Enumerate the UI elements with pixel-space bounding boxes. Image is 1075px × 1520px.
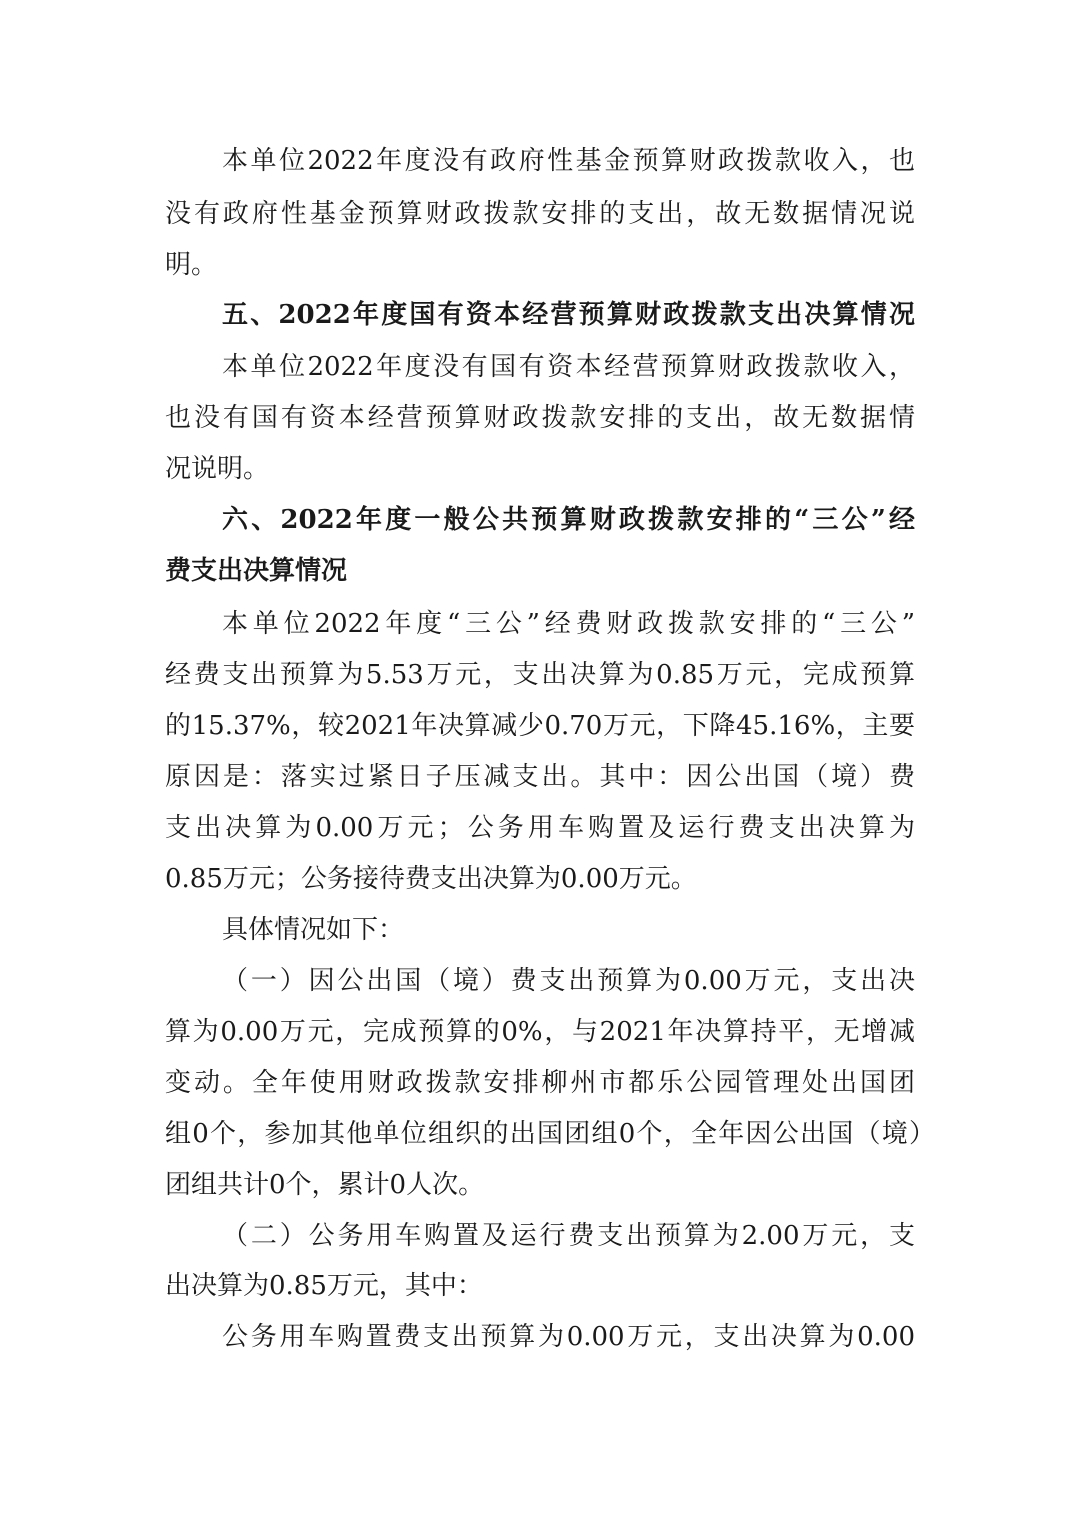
paragraph-line: 明。 xyxy=(165,250,218,280)
section-heading-6: 六、2022年度一般公共预算财政拨款安排的“三公”经 xyxy=(222,505,915,535)
paragraph-line: 原因是：落实过紧日子压减支出。其中：因公出国（境）费 xyxy=(165,762,915,792)
paragraph-line: 经费支出预算为5.53万元，支出决算为0.85万元，完成预算 xyxy=(165,660,915,690)
paragraph-line: 变动。全年使用财政拨款安排柳州市都乐公园管理处出国团 xyxy=(165,1068,915,1098)
section-heading-6-cont: 费支出决算情况 xyxy=(165,556,348,586)
paragraph-line: 公务用车购置费支出预算为0.00万元，支出决算为0.00 xyxy=(222,1322,915,1352)
paragraph-line: 没有政府性基金预算财政拨款安排的支出，故无数据情况说 xyxy=(165,199,915,229)
paragraph-line: 本单位2022年度没有国有资本经营预算财政拨款收入， xyxy=(222,352,915,382)
paragraph-line: 本单位2022年度没有政府性基金预算财政拨款收入，也 xyxy=(222,146,915,176)
paragraph-line: 支出决算为0.00万元；公务用车购置及运行费支出决算为 xyxy=(165,813,915,843)
paragraph-line: 况说明。 xyxy=(165,454,270,484)
paragraph-line: （一）因公出国（境）费支出预算为0.00万元，支出决 xyxy=(222,966,915,996)
paragraph-line: 也没有国有资本经营预算财政拨款安排的支出，故无数据情 xyxy=(165,403,915,433)
paragraph-line: （二）公务用车购置及运行费支出预算为2.00万元，支 xyxy=(222,1221,915,1251)
paragraph-line: 的15.37%，较2021年决算减少0.70万元，下降45.16%，主要 xyxy=(165,711,915,741)
paragraph-line: 本单位2022年度“三公”经费财政拨款安排的“三公” xyxy=(222,609,915,639)
paragraph-line: 具体情况如下： xyxy=(222,915,405,945)
paragraph-line: 出决算为0.85万元，其中： xyxy=(165,1271,483,1301)
section-heading-5: 五、2022年度国有资本经营预算财政拨款支出决算情况 xyxy=(222,300,915,330)
paragraph-line: 组0个，参加其他单位组织的出国团组0个，全年因公出国（境） xyxy=(165,1119,935,1149)
paragraph-line: 算为0.00万元，完成预算的0%，与2021年决算持平，无增减 xyxy=(165,1017,915,1047)
paragraph-line: 团组共计0个，累计0人次。 xyxy=(165,1170,485,1200)
paragraph-line: 0.85万元；公务接待费支出决算为0.00万元。 xyxy=(165,864,697,894)
